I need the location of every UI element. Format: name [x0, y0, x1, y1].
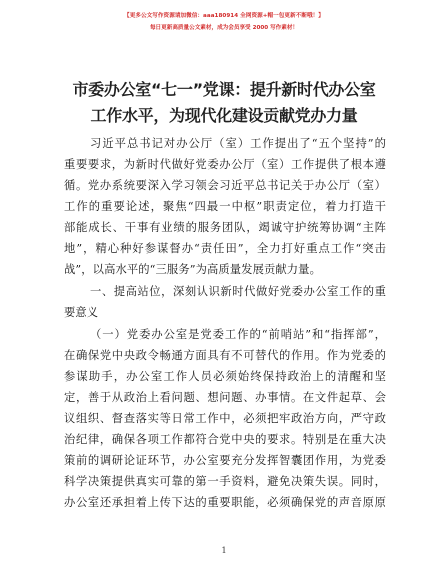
body-line: 部能成长、干事有业绩的服务团队，竭诚守护统筹协调“主阵: [64, 221, 386, 234]
body-line: （一）党委办公室是党委工作的“前哨站”和“指挥部”，: [90, 328, 386, 341]
document-title-line-2: 工作水平，为现代化建设贡献党办力量: [90, 106, 358, 125]
body-line: 循。党办系统要深入学习领会习近平总书记关于办公厅（室）: [64, 179, 386, 192]
body-line: 科学决策提供真实可靠的第一手资料，避免决策失误。同时，: [64, 475, 386, 488]
promo-banner-line-1: 【更多公文写作资源请加微信：aaa180914 全网资源+帽一包更新不断哦！】: [124, 13, 324, 19]
page-number: 1: [221, 546, 227, 555]
section-heading-line: 一、提高站位，深刻认识新时代做好党委办公室工作的重: [90, 285, 386, 298]
body-line: 工作的重要论述，聚焦“四最一中枢”职责定位，着力打造干: [64, 200, 386, 213]
body-line: 地”，精心种好参谋督办“责任田”，全力打好重点工作“突击: [64, 242, 386, 255]
body-line: 议组织、督查落实等日常工作中，必须把牢政治方向，严守政: [64, 412, 386, 425]
body-line: 策前的调研论证环节，办公室要充分发挥智囊团作用，为党委: [64, 454, 386, 467]
body-line: 重要要求，为新时代做好党委办公厅（室）工作提供了根本遵: [64, 158, 386, 171]
body-line: 习近平总书记对办公厅（室）工作提出了“五个坚持”的: [90, 137, 386, 150]
body-line: 参谋助手，办公室工作人员必须始终保持政治上的清醒和坚: [64, 370, 386, 383]
body-line: 办公室还承担着上传下达的重要职能，必须确保党的声音原原: [64, 496, 386, 509]
body-line: 治纪律，确保各项工作都符合党中央的要求。特别是在重大决: [64, 433, 386, 446]
body-line: 战”，以高水平的“三服务”为高质量发展贡献力量。: [64, 263, 321, 276]
promo-banner-line-2: 每日更新高质量公文素材，成为会员享受 2000 写作素材！: [149, 25, 299, 31]
body-line: 在确保党中央政令畅通方面具有不可替代的作用。作为党委的: [64, 349, 386, 362]
document-title-line-1: 市委办公室“七一”党课：提升新时代办公室: [72, 80, 376, 99]
body-line: 定，善于从政治上看问题、想问题、办事情。在文件起草、会: [64, 391, 386, 404]
section-heading-line: 要意义: [64, 306, 99, 319]
